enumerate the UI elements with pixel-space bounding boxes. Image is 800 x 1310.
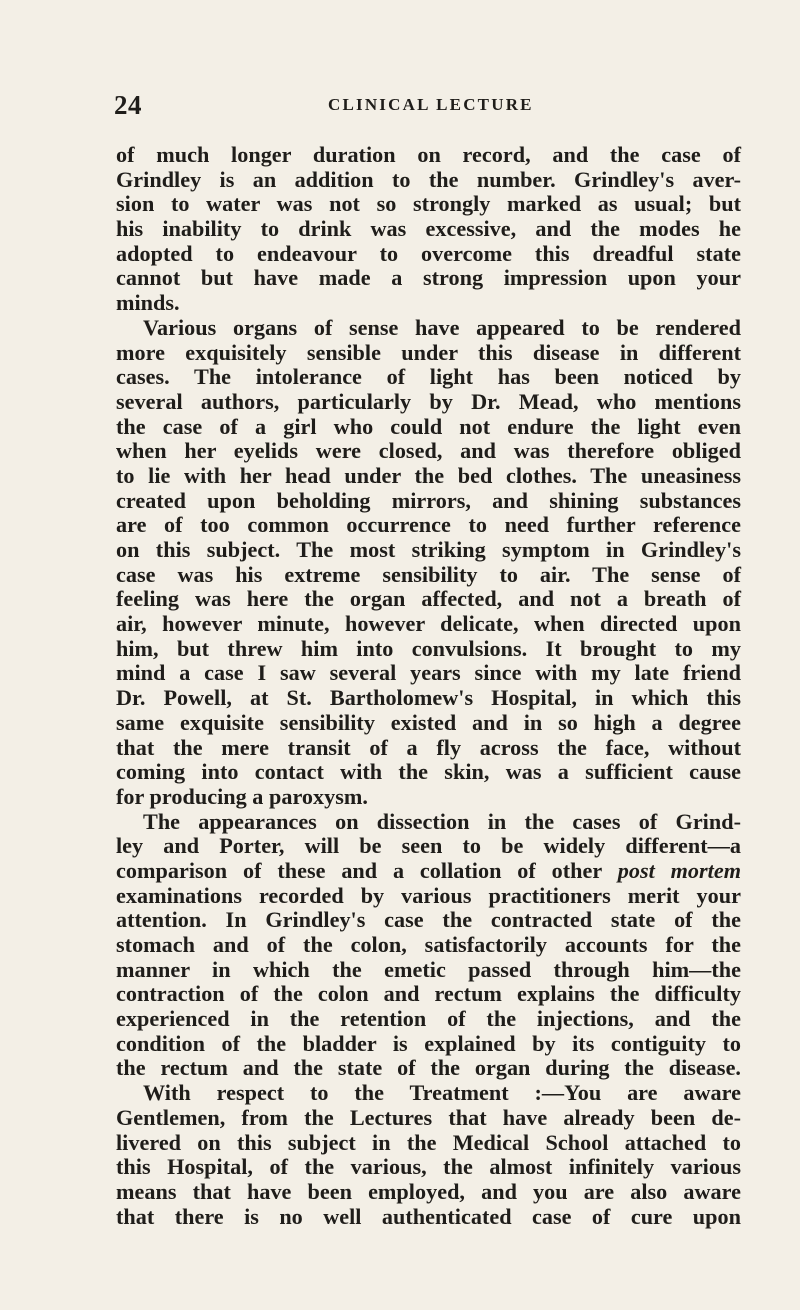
text-line: adopted to endeavour to overcome this dreadful state [116, 240, 741, 266]
text-line: to lie with her head under the bed clothes. The uneasiness [116, 462, 741, 488]
text-line: feeling was here the organ affected, and not a breath of [116, 586, 741, 612]
text-line: contraction of the colon and rectum explains the difficulty [116, 981, 741, 1007]
text-line: examinations recorded by various practitioners merit your [116, 882, 741, 908]
text-line: air, however minute, however delicate, when directed upon [116, 611, 741, 637]
text-line: several authors, particularly by Dr. Mead, who mentions [116, 388, 741, 414]
italic-text: post mortem [617, 857, 741, 883]
running-title: CLINICAL LECTURE [328, 95, 534, 114]
text-line: him, but threw him into convulsions. It brought to my [116, 635, 741, 661]
text-line: more exquisitely sensible under this disease in different [116, 339, 741, 365]
text-line: stomach and of the colon, satisfactorily accounts for the [116, 932, 741, 957]
text-line: his inability to drink was excessive, and the modes he [116, 216, 741, 242]
text-line: same exquisite sensibility existed and in so high a degree [116, 709, 741, 735]
text-line: With respect to the Treatment :—You are aware [143, 1080, 741, 1106]
text-line: mind a case I saw several years since with my late friend [116, 660, 741, 686]
text-line: cannot but have made a strong impression upon your [116, 265, 741, 291]
text-line: on this subject. The most striking symptom in Grindley's [116, 537, 741, 562]
text-line: minds. [116, 290, 180, 316]
page-number: 24 [114, 90, 142, 120]
text-line: of much longer duration on record, and the case of [116, 142, 741, 167]
text-line: experienced in the retention of the injections, and the [116, 1006, 741, 1032]
page-header [114, 89, 732, 125]
text-line: manner in which the emetic passed through him—the [116, 956, 741, 982]
text-line: attention. In Grindley's case the contracted state of the [116, 907, 741, 933]
text-line: the rectum and the state of the organ during the disease. [116, 1055, 741, 1081]
text-line: that there is no well authenticated case of cure upon [116, 1203, 741, 1229]
text-line: Gentlemen, from the Lectures that have already been de- [116, 1104, 741, 1130]
text-line: when her eyelids were closed, and was therefore obliged [116, 438, 741, 464]
text-line: livered on this subject in the Medical School attached to [116, 1129, 741, 1155]
text-line [116, 859, 741, 884]
text-line: Various organs of sense have appeared to be rendered [143, 314, 741, 340]
text-line: case was his extreme sensibility to air. The sense of [116, 561, 741, 587]
text-line: condition of the bladder is explained by its contiguity to [116, 1030, 741, 1056]
text-line: the case of a girl who could not endure the light even [116, 413, 741, 439]
text-line: Dr. Powell, at St. Bartholomew's Hospital, in which this [116, 685, 741, 711]
text-line: this Hospital, of the various, the almost infinitely various [116, 1154, 741, 1180]
text-line: ley and Porter, will be seen to be widely different—a [116, 833, 741, 859]
text-line: for producing a paroxysm. [116, 783, 368, 809]
text-line: cases. The intolerance of light has been noticed by [116, 364, 741, 390]
text-fragment: comparison of these and a collation of other [116, 857, 602, 883]
body-text [116, 143, 741, 1229]
text-line: are of too common occurrence to need further reference [116, 512, 741, 538]
text-line: sion to water was not so strongly marked as usual; but [116, 191, 741, 217]
text-line: Grindley is an addition to the number. Grindley's aver- [116, 166, 741, 192]
text-line: created upon beholding mirrors, and shining substances [116, 487, 741, 513]
text-line: The appearances on dissection in the cases of Grind- [143, 808, 741, 834]
text-line: coming into contact with the skin, was a sufficient cause [116, 759, 741, 785]
text-line: that the mere transit of a fly across the face, without [116, 734, 741, 760]
text-line: means that have been employed, and you are also aware [116, 1178, 741, 1204]
